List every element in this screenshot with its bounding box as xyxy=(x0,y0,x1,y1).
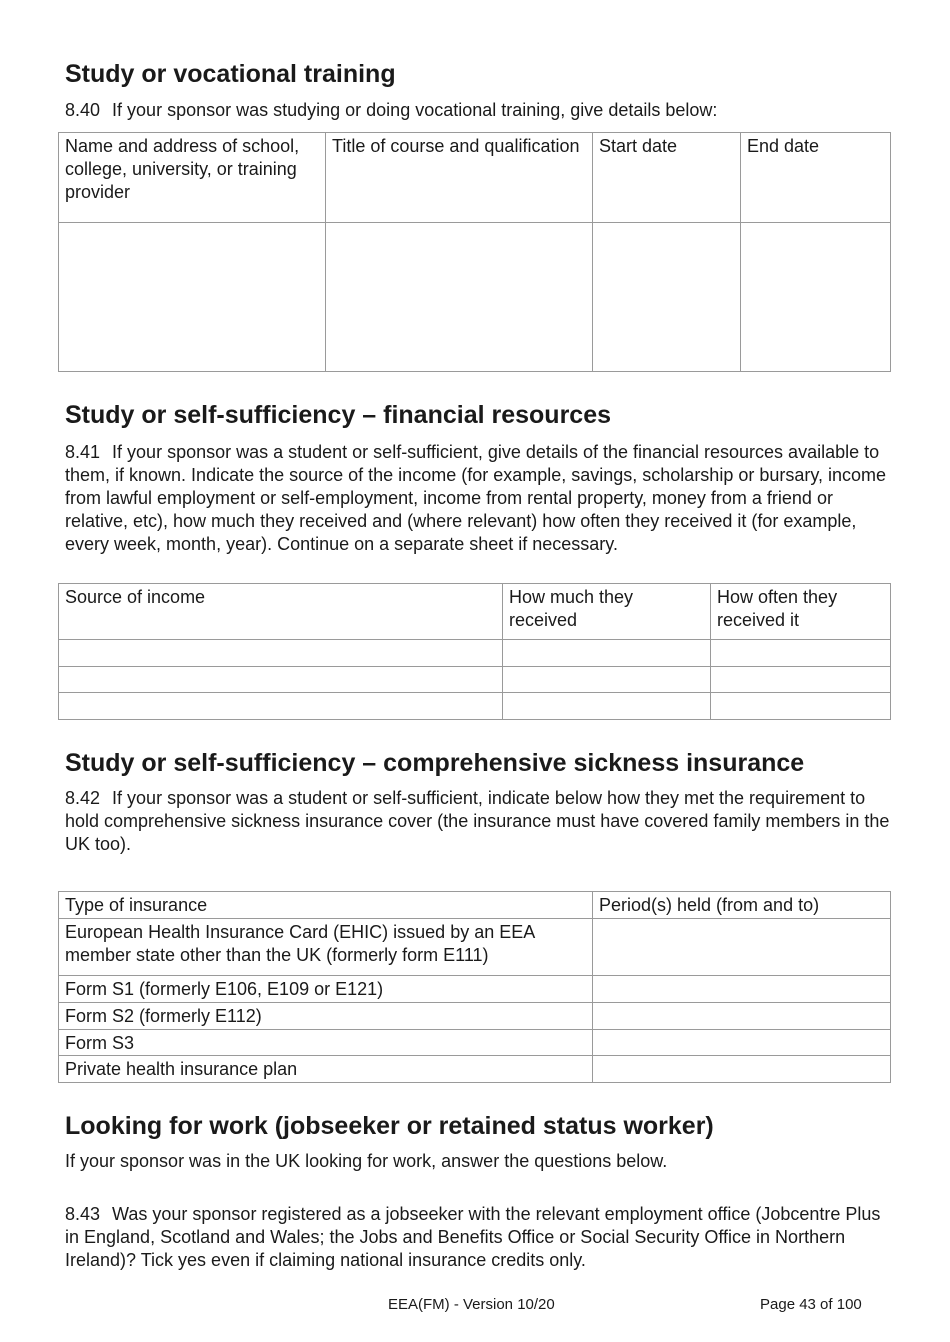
column-header: Source of income xyxy=(59,584,503,640)
column-header: Title of course and qualification xyxy=(326,133,593,223)
financial-table xyxy=(58,583,891,720)
table-row xyxy=(59,667,891,693)
income-amount-field[interactable] xyxy=(503,640,711,667)
period-held-field[interactable] xyxy=(593,919,891,976)
question-number: 8.43 xyxy=(65,1204,101,1224)
period-held-field[interactable] xyxy=(593,1056,891,1083)
table-row xyxy=(59,223,891,372)
question-text: If your sponsor was studying or doing vocational training, give details below: xyxy=(112,100,718,120)
column-header: End date xyxy=(741,133,891,223)
work-heading: Looking for work (jobseeker or retained status worker) xyxy=(65,1112,714,1140)
question-text: If your sponsor was a student or self-sufficient, indicate below how they met the requirement to hold comprehensive sickness insurance cover (the insurance must have covered family members in the UK too). xyxy=(65,788,890,854)
income-amount-field[interactable] xyxy=(503,667,711,693)
income-source-field[interactable] xyxy=(59,667,503,693)
column-header: How often they received it xyxy=(711,584,891,640)
question-8-40 xyxy=(65,99,895,122)
page-number: Page 43 of 100 xyxy=(760,1296,862,1313)
start-date-field[interactable] xyxy=(593,223,741,372)
question-8-42 xyxy=(65,787,895,856)
question-number: 8.42 xyxy=(65,788,101,808)
insurance-type-label: European Health Insurance Card (EHIC) issued by an EEA member state other than the UK (formerly form E111) xyxy=(59,919,593,976)
table-row xyxy=(59,1003,891,1030)
period-held-field[interactable] xyxy=(593,976,891,1003)
study-heading: Study or vocational training xyxy=(65,60,396,88)
insurance-type-label: Form S1 (formerly E106, E109 or E121) xyxy=(59,976,593,1003)
period-held-field[interactable] xyxy=(593,1003,891,1030)
table-header-row xyxy=(59,133,891,223)
insurance-type-label: Form S2 (formerly E112) xyxy=(59,1003,593,1030)
period-held-field[interactable] xyxy=(593,1030,891,1056)
table-header-row xyxy=(59,584,891,640)
financial-heading: Study or self-sufficiency – financial resources xyxy=(65,401,612,429)
income-amount-field[interactable] xyxy=(503,693,711,720)
question-text: Was your sponsor registered as a jobseeker with the relevant employment office (Jobcentre Plus in England, Scotland and Wales; the Jobs and Benefits Office or Social Security Office in Northern Ireland)? Tick yes even if claiming national insurance credits only. xyxy=(65,1204,881,1270)
table-row xyxy=(59,976,891,1003)
table-row xyxy=(59,640,891,667)
column-header: Name and address of school, college, university, or training provider xyxy=(59,133,326,223)
column-header: Type of insurance xyxy=(59,892,593,919)
question-8-43 xyxy=(65,1203,895,1272)
insurance-heading: Study or self-sufficiency – comprehensive sickness insurance xyxy=(65,749,805,777)
income-source-field[interactable] xyxy=(59,693,503,720)
insurance-table xyxy=(58,891,891,1083)
end-date-field[interactable] xyxy=(741,223,891,372)
income-frequency-field[interactable] xyxy=(711,667,891,693)
column-header: Start date xyxy=(593,133,741,223)
school-name-field[interactable] xyxy=(59,223,326,372)
study-table xyxy=(58,132,891,372)
insurance-type-label: Private health insurance plan xyxy=(59,1056,593,1083)
work-intro: If your sponsor was in the UK looking for work, answer the questions below. xyxy=(65,1151,668,1171)
question-8-41 xyxy=(65,441,895,556)
question-number: 8.41 xyxy=(65,442,101,462)
income-source-field[interactable] xyxy=(59,640,503,667)
table-row xyxy=(59,919,891,976)
table-header-row xyxy=(59,892,891,919)
course-title-field[interactable] xyxy=(326,223,593,372)
insurance-type-label: Form S3 xyxy=(59,1030,593,1056)
income-frequency-field[interactable] xyxy=(711,640,891,667)
column-header: Period(s) held (from and to) xyxy=(593,892,891,919)
table-row xyxy=(59,1030,891,1056)
table-row xyxy=(59,693,891,720)
income-frequency-field[interactable] xyxy=(711,693,891,720)
question-number: 8.40 xyxy=(65,100,101,120)
column-header: How much they received xyxy=(503,584,711,640)
question-text: If your sponsor was a student or self-sufficient, give details of the financial resources available to them, if known. Indicate the source of the income (for example, savings, scholarship or bursary, income from lawful employment or self-employment, income from rental property, money from a friend or relative, etc), how much they received and (where relevant) how often they received it (for example, every week, month, year). Continue on a separate sheet if necessary. xyxy=(65,442,887,554)
table-row xyxy=(59,1056,891,1083)
form-version: EEA(FM) - Version 10/20 xyxy=(388,1296,555,1313)
